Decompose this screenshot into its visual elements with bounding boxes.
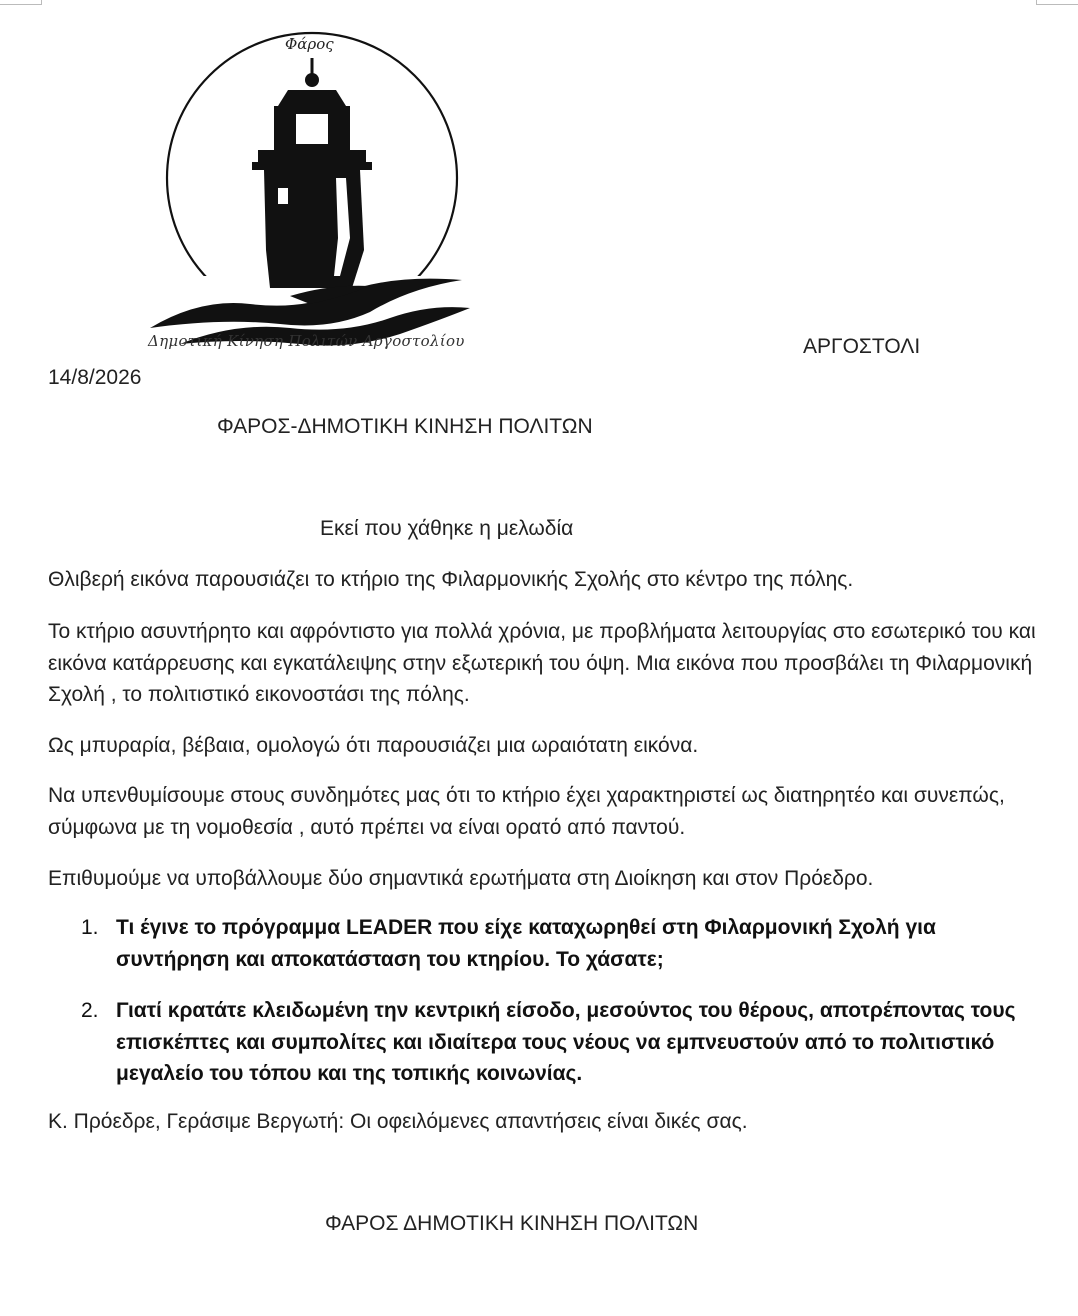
paragraph-2: Το κτήριο ασυντήρητο και αφρόντιστο για πολλά χρόνια, με προβλήματα λειτουργίας στο εσωτερικό του και εικόνα κατάρρευσης και εγκατάλειψης στην εξωτερική του όψη. Μια εικόνα που προσβάλει τη Φιλαρμονική Σχολή , το πολιτιστικό εικονοστάσι της πόλης. (48, 620, 1036, 706)
logo-caption: Δημοτική Κίνηση Πολιτών Αργοστολίου (148, 332, 465, 350)
document-title: Εκεί που χάθηκε η μελωδία (320, 517, 574, 540)
organization-header: ΦΑΡΟΣ-ΔΗΜΟΤΙΚΗ ΚΙΝΗΣΗ ΠΟΛΙΤΩΝ (217, 415, 593, 438)
document-date: 14/8/2026 (48, 366, 142, 389)
question-number: 1. (81, 916, 99, 939)
paragraph-3: Ως μπυραρία, βέβαια, ομολογώ ότι παρουσιάζει μια ωραιότατη εικόνα. (48, 734, 699, 757)
question-text: Τι έγινε το πρόγραμμα LEADER που είχε καταχωρηθεί στη Φιλαρμονική Σχολή για συντήρηση και αποκατάσταση του κτηρίου. Το χάσατε; (116, 916, 936, 971)
page-corner-marker-left (0, 0, 42, 5)
paragraph-4: Να υπενθυμίσουμε στους συνδημότες μας ότι το κτήριο έχει χαρακτηριστεί ως διατηρητέο και συνεπώς, σύμφωνα με τη νομοθεσία , αυτό πρέπει να είναι ορατό από παντού. (48, 784, 1005, 839)
closing-statement: Κ. Πρόεδρε, Γεράσιμε Βεργωτή: Οι οφειλόμενες απαντήσεις είναι δικές σας. (48, 1110, 748, 1133)
paragraph-5: Επιθυμούμε να υποβάλλουμε δύο σημαντικά ερωτήματα στη Διοίκηση και στον Πρόεδρο. (48, 867, 874, 890)
paragraph-1: Θλιβερή εικόνα παρουσιάζει το κτήριο της Φιλαρμονικής Σχολής στο κέντρο της πόλης. (48, 568, 854, 591)
page-corner-marker-right (1036, 0, 1078, 5)
signature: ΦΑΡΟΣ ΔΗΜΟΤΙΚΗ ΚΙΝΗΣΗ ΠΟΛΙΤΩΝ (325, 1212, 699, 1235)
logo-title-text: Φάρος (285, 35, 334, 53)
question-text: Γιατί κρατάτε κλειδωμένη την κεντρική είσοδο, μεσούντος του θέρους, αποτρέποντας τους επισκέπτες και συμπολίτες και ιδιαίτερα τους νέους να εμπνευστούν από το πολιτιστικό μεγαλείο του τόπου και της τοπικής κοινωνίας. (116, 999, 1016, 1085)
question-number: 2. (81, 999, 99, 1022)
city-name: ΑΡΓΟΣΤΟΛΙ (803, 335, 921, 358)
lighthouse-logo (140, 28, 490, 358)
